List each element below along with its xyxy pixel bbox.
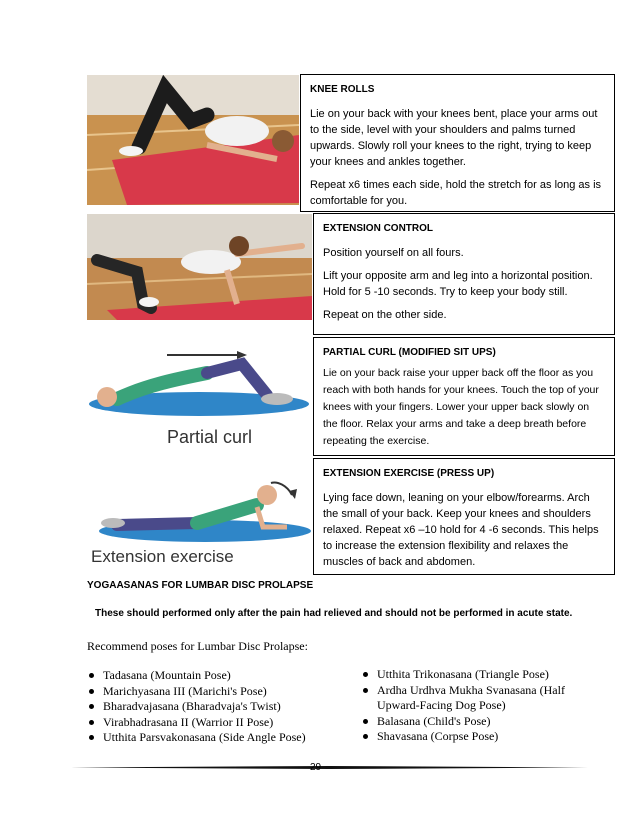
knee-rolls-box — [300, 74, 615, 212]
bullet-icon — [89, 704, 94, 709]
extension-control-photo — [87, 214, 312, 320]
list-item: Virabhadrasana II (Warrior II Pose) — [86, 715, 336, 731]
bullet-icon — [363, 734, 368, 739]
bullet-icon — [89, 673, 94, 678]
extension-exercise-text: Lying face down, leaning on your elbow/forearms. Arch the small of your back. Keep your knees and shoulders relaxed. Repeat x6 –10 hold for 4 -6 seconds. This helps to increase the extension flexibility and relaxes the muscles of back and abdomen. — [323, 492, 599, 568]
partial-curl-title: PARTIAL CURL (MODIFIED SIT UPS) — [323, 347, 496, 358]
list-item: Marichyasana III (Marichi's Pose) — [86, 684, 336, 700]
extension-control-text-1: Position yourself on all fours. — [323, 247, 464, 259]
bullet-icon — [89, 689, 94, 694]
list-item: Bharadvajasana (Bharadvaja's Twist) — [86, 699, 336, 715]
partial-curl-box — [313, 337, 615, 456]
bullet-icon — [89, 720, 94, 725]
knee-rolls-title: KNEE ROLLS — [310, 84, 375, 95]
extension-control-text-2: Lift your opposite arm and leg into a horizontal position. Hold for 5 -10 seconds. Try to keep your body still. — [323, 270, 593, 298]
knee-rolls-photo — [87, 75, 299, 205]
extension-exercise-illustration — [87, 465, 312, 575]
partial-curl-illustration — [87, 339, 312, 457]
bullet-icon — [363, 688, 368, 693]
page-number: 29 — [310, 762, 322, 773]
footer-divider — [70, 756, 588, 758]
right-poses-list — [360, 667, 605, 745]
yoga-warning: These should performed only after the pain had relieved and should not be performed in acute state. — [95, 608, 573, 619]
extension-exercise-box — [313, 458, 615, 575]
yoga-heading: YOGAASANAS FOR LUMBAR DISC PROLAPSE — [87, 580, 314, 591]
extension-control-box — [313, 213, 615, 335]
list-item: Tadasana (Mountain Pose) — [86, 668, 336, 684]
left-poses-list — [86, 668, 336, 746]
extension-control-title: EXTENSION CONTROL — [323, 223, 434, 234]
extension-exercise-caption: Extension exercise — [91, 547, 234, 566]
list-item: Balasana (Child's Pose) — [360, 714, 605, 730]
yoga-intro: Recommend poses for Lumbar Disc Prolapse: — [87, 639, 308, 653]
knee-rolls-text: Lie on your back with your knees bent, place your arms out to the side, level with your shoulders and palms turned upwards. Slowly roll your knees to the right, trying to keep your knees and ankles together. — [310, 108, 598, 168]
extension-exercise-title: EXTENSION EXERCISE (PRESS UP) — [323, 468, 495, 479]
list-item: Ardha Urdhva Mukha Svanasana (Half Upward-Facing Dog Pose) — [360, 683, 605, 714]
partial-curl-text: Lie on your back raise your upper back off the floor as you reach with both hands for your knees. Touch the top of your knees with your fingers. Lower your upper back slowly on the floor. Relax your arms and take a deep breath before repeating the exercise. — [323, 367, 599, 447]
list-item: Utthita Trikonasana (Triangle Pose) — [360, 667, 605, 683]
partial-curl-caption: Partial curl — [167, 427, 253, 447]
list-item: Utthita Parsvakonasana (Side Angle Pose) — [86, 730, 336, 746]
bullet-icon — [363, 719, 368, 724]
list-item: Shavasana (Corpse Pose) — [360, 729, 605, 745]
extension-control-text-3: Repeat on the other side. — [323, 309, 447, 321]
bullet-icon — [89, 735, 94, 740]
knee-rolls-repeat-text: Repeat x6 times each side, hold the stretch for as long as is comfortable for you. — [310, 179, 602, 207]
bullet-icon — [363, 672, 368, 677]
